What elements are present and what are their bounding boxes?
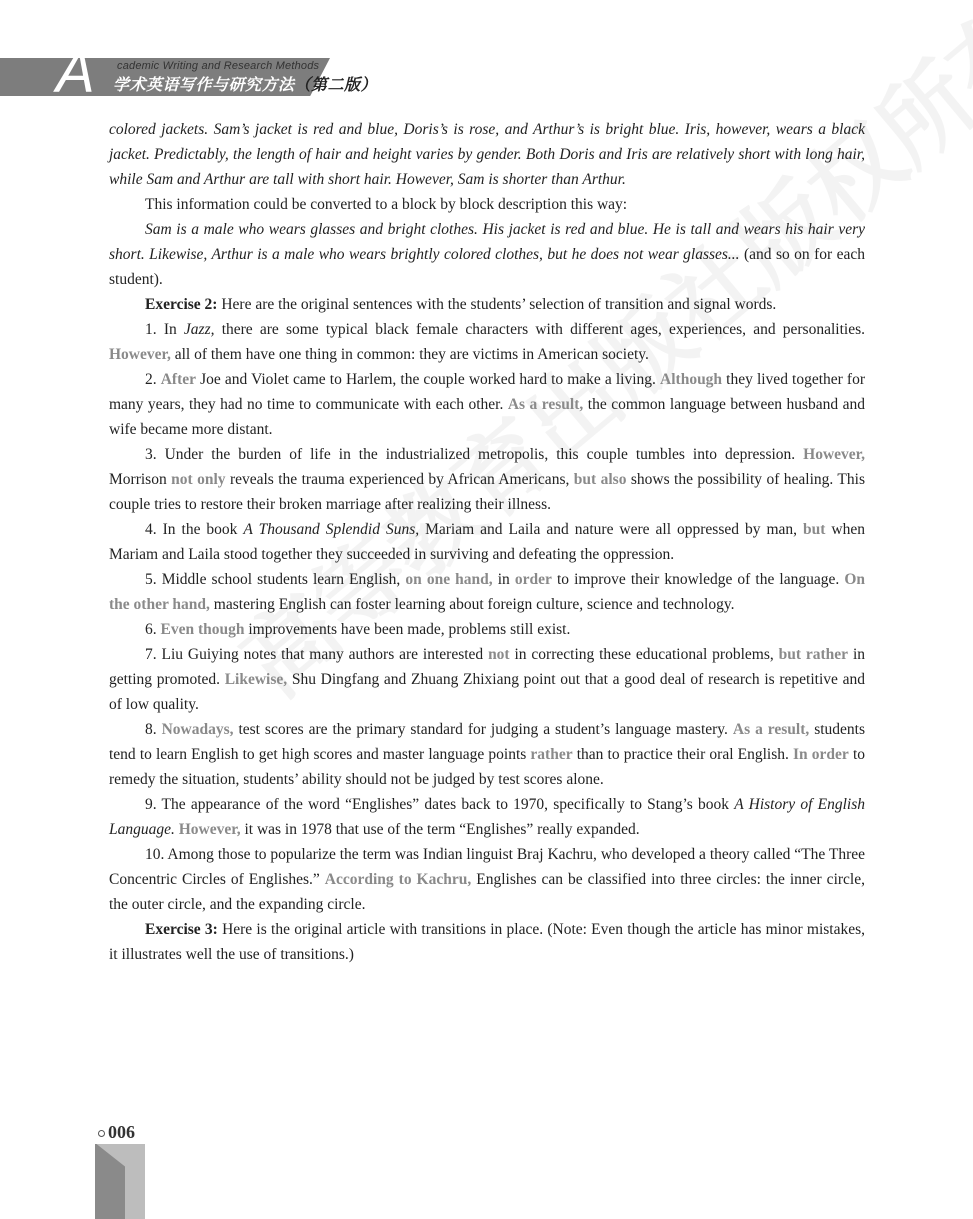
text-run: 5. Middle school students learn English, bbox=[145, 571, 406, 588]
text-run: in correcting these educational problems, bbox=[509, 646, 779, 663]
text-run: Shu Dingfang and Zhuang Zhixiang point out that a good deal of research is repetitive and of low quality. bbox=[109, 671, 865, 713]
header-initial-letter: A bbox=[56, 40, 95, 105]
transition-word: order bbox=[514, 571, 552, 588]
transition-word: rather bbox=[530, 746, 573, 763]
exercise-2-label: Exercise 2: bbox=[145, 296, 218, 313]
header-chinese-text: 学术英语写作与研究方法 bbox=[113, 75, 295, 94]
text-run: the common language between husband and wife became more distant. bbox=[109, 396, 866, 438]
text-run: shows the possibility of healing. This couple tries to restore their broken marriage after realizing their illness. bbox=[109, 471, 865, 513]
sentence-8 bbox=[109, 717, 865, 792]
text-run: Mariam and Laila and nature were all oppressed by man, bbox=[419, 521, 804, 538]
book-title: A History of English Language. bbox=[109, 796, 865, 838]
exercise-2-text: Here are the original sentences with the students’ selection of transition and signal words. bbox=[217, 296, 777, 313]
exercise-3-text: Here is the original article with transitions in place. (Note: Even though the article has minor mistakes, it illustrates well the use of transitions.) bbox=[109, 921, 866, 963]
transition-word: Nowadays, bbox=[161, 721, 234, 738]
text-run: 4. In the book bbox=[145, 521, 244, 538]
transition-word: not only bbox=[171, 471, 226, 488]
sentence-4 bbox=[109, 517, 865, 567]
text-run: improvements have been made, problems still exist. bbox=[244, 621, 571, 638]
transition-word: However, bbox=[109, 346, 171, 363]
header-edition: （第二版） bbox=[294, 75, 378, 94]
text-run: 3. Under the burden of life in the industrialized metropolis, this couple tumbles into depression. bbox=[145, 446, 804, 463]
text-run: 6. bbox=[145, 621, 161, 638]
text-run: mastering English can foster learning about foreign culture, science and technology. bbox=[209, 596, 735, 613]
text-run: than to practice their oral English. bbox=[572, 746, 794, 763]
example-tail: (and so on for each student). bbox=[109, 246, 865, 288]
transition-word: Likewise, bbox=[224, 671, 288, 688]
text-run: all of them have one thing in common: they are victims in American society. bbox=[170, 346, 649, 363]
text-run: in getting promoted. bbox=[109, 646, 865, 688]
book-title: A Thousand Splendid Suns, bbox=[243, 521, 420, 538]
paragraph-1: colored jackets. Sam’s jacket is red and blue, Doris’s is rose, and Arthur’s is bright blue. Iris, however, wears a black jacket. Predictably, the length of hair and height varies by gender. Both Doris and Iris are relatively short with long hair, while Sam and Arthur are tall with short hair. However, Sam is shorter than Arthur. bbox=[109, 121, 865, 188]
text-run: when Mariam and Laila stood together they succeeded in surviving and defeating the oppression. bbox=[109, 521, 865, 563]
header-english-title: cademic Writing and Research Methods bbox=[117, 60, 320, 72]
transition-word: In order bbox=[793, 746, 849, 763]
page-number-dot-icon bbox=[98, 1130, 105, 1137]
transition-word: After bbox=[160, 371, 197, 388]
text-run: 8. bbox=[145, 721, 162, 738]
sentence-2 bbox=[109, 367, 865, 442]
page-number: 006 bbox=[108, 1122, 135, 1142]
book-title: Jazz, bbox=[183, 321, 215, 338]
text-run: test scores are the primary standard for judging a student’s language mastery. bbox=[233, 721, 733, 738]
sentence-1 bbox=[109, 317, 865, 367]
text-run: they lived together for many years, they had no time to communicate with each other. bbox=[109, 371, 865, 413]
page-body bbox=[109, 117, 865, 967]
sentence-9 bbox=[109, 792, 865, 842]
transition-word: Although bbox=[660, 371, 723, 388]
sentence-5 bbox=[109, 567, 865, 617]
transition-word: According to Kachru, bbox=[324, 871, 472, 888]
transition-word: but bbox=[803, 521, 826, 538]
sentence-6 bbox=[109, 617, 865, 642]
running-header bbox=[0, 0, 973, 105]
text-run: Morrison bbox=[109, 471, 172, 488]
exercise-3-label: Exercise 3: bbox=[145, 921, 218, 938]
text-run: to improve their knowledge of the language. bbox=[551, 571, 845, 588]
text-run: 9. The appearance of the word “Englishes” dates back to 1970, specifically to Stang’s book bbox=[145, 796, 735, 813]
transition-word: However, bbox=[178, 821, 241, 838]
text-run: to remedy the situation, students’ ability should not be judged by test scores alone. bbox=[109, 746, 865, 788]
transition-word: but rather bbox=[778, 646, 849, 663]
sentence-10 bbox=[109, 842, 865, 917]
text-run: in bbox=[492, 571, 515, 588]
text-run: 7. Liu Guiying notes that many authors are interested bbox=[145, 646, 489, 663]
header-chinese-title bbox=[113, 72, 377, 95]
example-italic-text: Sam is a male who wears glasses and bright clothes. His jacket is red and blue. He is tall and wears his hair very short. Likewise, Arthur is a male who wears brightly colored clothes, but he does not wear glasses... bbox=[109, 221, 865, 263]
transition-word: not bbox=[488, 646, 510, 663]
exercise-2-intro bbox=[109, 292, 865, 317]
transition-word: but also bbox=[573, 471, 627, 488]
text-run: Joe and Violet came to Harlem, the couple worked hard to make a living. bbox=[196, 371, 661, 388]
transition-word: As a result, bbox=[507, 396, 584, 413]
text-run: 2. bbox=[145, 371, 161, 388]
text-run: there are some typical black female characters with different ages, experiences, and personalities. bbox=[214, 321, 865, 338]
sentence-7 bbox=[109, 642, 865, 717]
sentence-3 bbox=[109, 442, 865, 517]
transition-word: On the other hand, bbox=[109, 571, 866, 613]
text-run: reveals the trauma experienced by African Americans, bbox=[225, 471, 574, 488]
paragraph-2: This information could be converted to a block by block description this way: bbox=[145, 196, 628, 213]
text-run: 1. In bbox=[145, 321, 184, 338]
transition-word: However, bbox=[803, 446, 865, 463]
text-run: students tend to learn English to get high scores and master language points bbox=[109, 721, 866, 763]
text-run: it was in 1978 that use of the term “Englishes” really expanded. bbox=[240, 821, 640, 838]
text-run: Englishes can be classified into three circles: the inner circle, the outer circle, and the expanding circle. bbox=[109, 871, 865, 913]
transition-word: Even though bbox=[160, 621, 245, 638]
transition-word: As a result, bbox=[732, 721, 810, 738]
paragraph-3 bbox=[109, 217, 865, 292]
exercise-3-intro bbox=[109, 917, 865, 967]
text-run: 10. Among those to popularize the term was Indian linguist Braj Kachru, who developed a theory called “The Three Concentric Circles of Englishes.” bbox=[109, 846, 865, 888]
transition-word: on one hand, bbox=[405, 571, 493, 588]
